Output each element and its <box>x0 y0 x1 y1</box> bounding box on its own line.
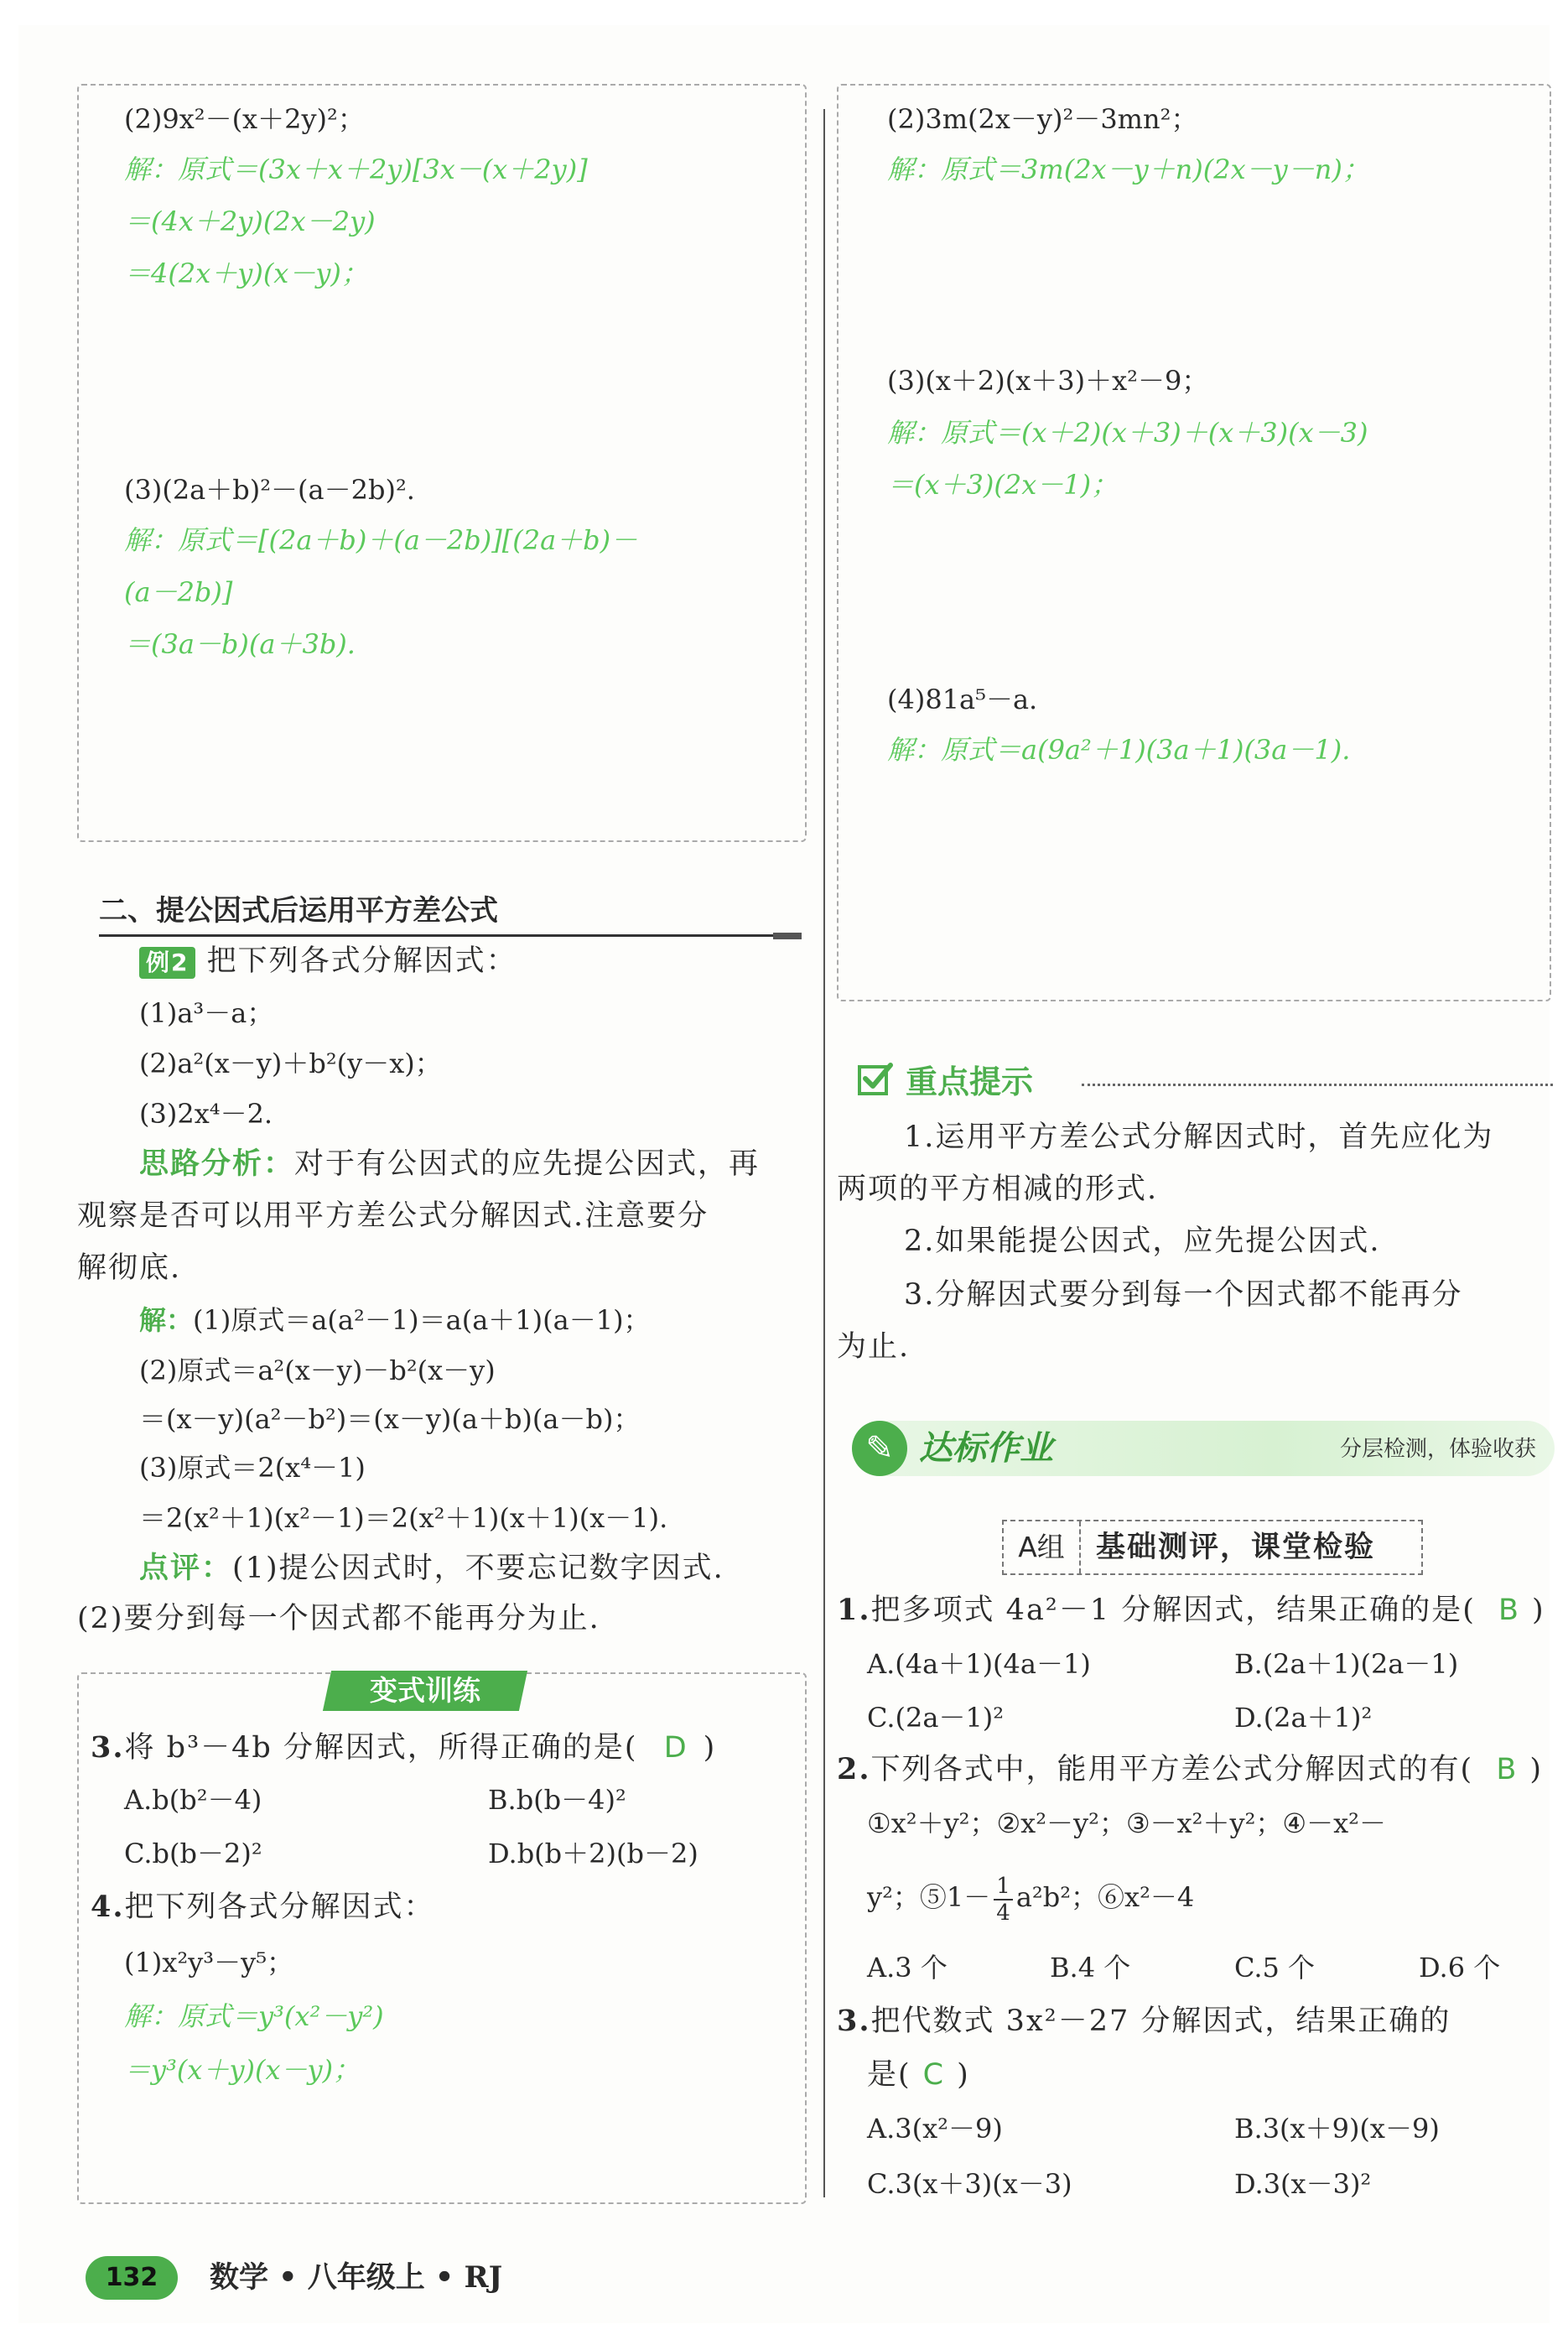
solution-line: ＝(x－y)(a²－b²)＝(x－y)(a＋b)(a－b)； <box>139 1403 641 1435</box>
section-title-text: 二、提公因式后运用平方差公式 <box>99 894 498 928</box>
footer-text: 数学 • 八年级上 • RJ <box>210 2260 503 2295</box>
group-label-box <box>1002 1520 1423 1575</box>
option: A.3 个 <box>867 1952 948 1984</box>
question-2-items: ①x²＋y²；②x²－y²；③－x²＋y²；④－x²－ <box>867 1807 1386 1839</box>
option: B.b(b－4)² <box>488 1784 626 1816</box>
tip-line: 3.分解因式要分到每一个因式都不能再分 <box>904 1278 1463 1312</box>
solution-box-left <box>77 84 807 842</box>
question-stem: 把代数式 3x²－27 分解因式，结果正确的 <box>870 2004 1451 2038</box>
item-text: y²；⑤1－ <box>867 1881 991 1913</box>
question-1 <box>837 1594 1545 1627</box>
comment-text: (1)提公因式时，不要忘记数字因式. <box>232 1552 724 1585</box>
comment-line <box>139 1552 724 1585</box>
homework-title: 达标作业 <box>919 1429 1053 1468</box>
question-number: 1. <box>837 1593 871 1627</box>
question-stem: 把多项式 4a²－1 分解因式，结果正确的是( <box>870 1594 1476 1627</box>
tips-title: 重点提示 <box>906 1063 1034 1100</box>
solution-line: 解：原式＝[(2a＋b)＋(a－2b)][(2a＋b)－ <box>124 524 638 556</box>
solution-label: 解： <box>139 1304 194 1336</box>
page-number: 132 <box>86 2256 178 2300</box>
question-number: 2. <box>837 1752 871 1786</box>
fraction-denominator: 4 <box>996 1900 1010 1926</box>
solution-line: ＝(3a－b)(a＋3b). <box>124 628 356 660</box>
example-2-prompt <box>139 944 517 979</box>
analysis-line: 观察是否可以用平方差公式分解因式.注意要分 <box>77 1199 709 1233</box>
tip-line: 1.运用平方差公式分解因式时，首先应化为 <box>904 1121 1494 1154</box>
option: B.(2a＋1)(2a－1) <box>1234 1648 1459 1680</box>
answer-choice: D <box>663 1731 688 1765</box>
item-text: a²b²；⑥x²－4 <box>1015 1881 1195 1913</box>
problem-1: (1)x²y³－y⁵； <box>124 1947 294 1978</box>
pencil-icon: ✎ <box>852 1421 907 1476</box>
example-item: (2)a²(x－y)＋b²(y－x)； <box>139 1048 442 1079</box>
problem-4: (4)81a⁵－a. <box>887 684 1038 715</box>
option: A.(4a＋1)(4a－1) <box>867 1648 1091 1680</box>
column-divider <box>823 109 825 2197</box>
option: D.6 个 <box>1419 1952 1501 1984</box>
fraction-numerator: 1 <box>994 1874 1013 1900</box>
option: B.3(x＋9)(x－9) <box>1234 2113 1440 2145</box>
question-stem: 把下列各式分解因式： <box>124 1890 435 1924</box>
question-3-cont <box>867 2058 970 2092</box>
question-number: 3. <box>91 1730 125 1765</box>
comment-label: 点评： <box>139 1552 233 1585</box>
tips-header <box>857 1055 1033 1102</box>
option: B.4 个 <box>1050 1952 1131 1984</box>
option: D.(2a＋1)² <box>1234 1702 1373 1734</box>
option: D.3(x－3)² <box>1234 2168 1372 2200</box>
paren-close: ) <box>1529 1753 1544 1786</box>
option: C.3(x＋3)(x－3) <box>867 2168 1072 2200</box>
bianshi-title: 变式训练 <box>370 1674 480 1707</box>
solution-line: 解：原式＝a(9a²＋1)(3a＋1)(3a－1). <box>887 734 1351 766</box>
paren-close: ) <box>1532 1594 1545 1627</box>
question-number: 4. <box>91 1890 125 1924</box>
bianshi-banner <box>323 1671 527 1711</box>
option: C.b(b－2)² <box>124 1838 262 1869</box>
tip-line: 两项的平方相减的形式. <box>837 1172 1159 1206</box>
answer-choice: C <box>922 2058 946 2092</box>
solution-line: ＝(4x＋2y)(2x－2y) <box>124 205 376 237</box>
paren-close: ) <box>703 1731 717 1765</box>
question-stem: 将 b³－4b 分解因式，所得正确的是( <box>124 1731 638 1765</box>
option: A.3(x²－9) <box>867 2113 1003 2145</box>
analysis-text: 对于有公因式的应先提公因式，再 <box>294 1147 761 1181</box>
tip-line: 为止. <box>837 1330 911 1364</box>
option: A.b(b²－4) <box>124 1784 262 1816</box>
solution-line: (a－2b)] <box>124 576 233 608</box>
solution-line <box>139 1303 651 1337</box>
answer-choice: B <box>1496 1753 1519 1786</box>
question-4 <box>91 1890 435 1924</box>
problem-2: (2)3m(2x－y)²－3mn²； <box>887 103 1198 135</box>
option: C.5 个 <box>1234 1952 1316 1984</box>
solution-text: (1)原式＝a(a²－1)＝a(a＋1)(a－1)； <box>193 1304 651 1336</box>
option: D.b(b＋2)(b－2) <box>488 1838 698 1869</box>
solution-line: 解：原式＝3m(2x－y＋n)(2x－y－n)； <box>887 153 1369 185</box>
example-item: (3)2x⁴－2. <box>139 1098 273 1130</box>
example-prompt-text: 把下列各式分解因式： <box>206 944 517 978</box>
question-3 <box>837 2004 1451 2038</box>
analysis-label: 思路分析： <box>139 1147 295 1181</box>
question-stem: 是( <box>867 2058 911 2092</box>
option: C.(2a－1)² <box>867 1702 1005 1734</box>
group-title: 基础测评，课堂检验 <box>1096 1530 1376 1564</box>
tips-divider <box>1082 1084 1553 1086</box>
example-badge: 例2 <box>139 947 195 979</box>
question-stem: 下列各式中，能用平方差公式分解因式的有( <box>870 1753 1474 1786</box>
solution-line: (3)原式＝2(x⁴－1) <box>139 1452 366 1484</box>
homework-subtitle: 分层检测，体验收获 <box>1339 1437 1536 1462</box>
group-label: A组 <box>1004 1521 1081 1573</box>
question-number: 3. <box>837 2004 871 2038</box>
problem-3: (3)(x＋2)(x＋3)＋x²－9； <box>887 365 1209 397</box>
solution-line: 解：原式＝y³(x²－y²) <box>124 2000 384 2032</box>
comment-line: (2)要分到每一个因式都不能再分为止. <box>77 1602 600 1635</box>
homework-banner <box>852 1421 1555 1476</box>
answer-choice: B <box>1498 1594 1521 1627</box>
solution-line: ＝2(x²＋1)(x²－1)＝2(x²＋1)(x＋1)(x－1). <box>139 1502 668 1534</box>
solution-line: 解：原式＝(x＋2)(x＋3)＋(x＋3)(x－3) <box>887 417 1368 449</box>
section-mark <box>773 933 802 939</box>
paren-close: ) <box>957 2058 970 2092</box>
analysis-line: 解彻底. <box>77 1251 182 1285</box>
solution-box-right <box>837 84 1551 1001</box>
solution-line: ＝(x＋3)(2x－1)； <box>887 469 1119 501</box>
solution-line: ＝4(2x＋y)(x－y)； <box>124 257 368 289</box>
fraction <box>994 1874 1013 1926</box>
section-title <box>99 891 802 937</box>
analysis-line <box>139 1147 760 1181</box>
solution-line: 解：原式＝(3x＋x＋2y)[3x－(x＋2y)] <box>124 153 588 185</box>
example-item: (1)a³－a； <box>139 997 274 1029</box>
check-icon <box>857 1060 894 1097</box>
problem-2: (2)9x²－(x＋2y)²； <box>124 103 365 135</box>
question-3 <box>91 1731 716 1765</box>
page <box>18 25 1550 2323</box>
solution-line: ＝y³(x＋y)(x－y)； <box>124 2054 361 2086</box>
solution-line: (2)原式＝a²(x－y)－b²(x－y) <box>139 1354 496 1386</box>
tip-line: 2.如果能提公因式，应先提公因式. <box>904 1224 1381 1258</box>
problem-3: (3)(2a＋b)²－(a－2b)². <box>124 474 415 506</box>
question-2 <box>837 1753 1543 1786</box>
question-2-items <box>867 1864 1194 1931</box>
